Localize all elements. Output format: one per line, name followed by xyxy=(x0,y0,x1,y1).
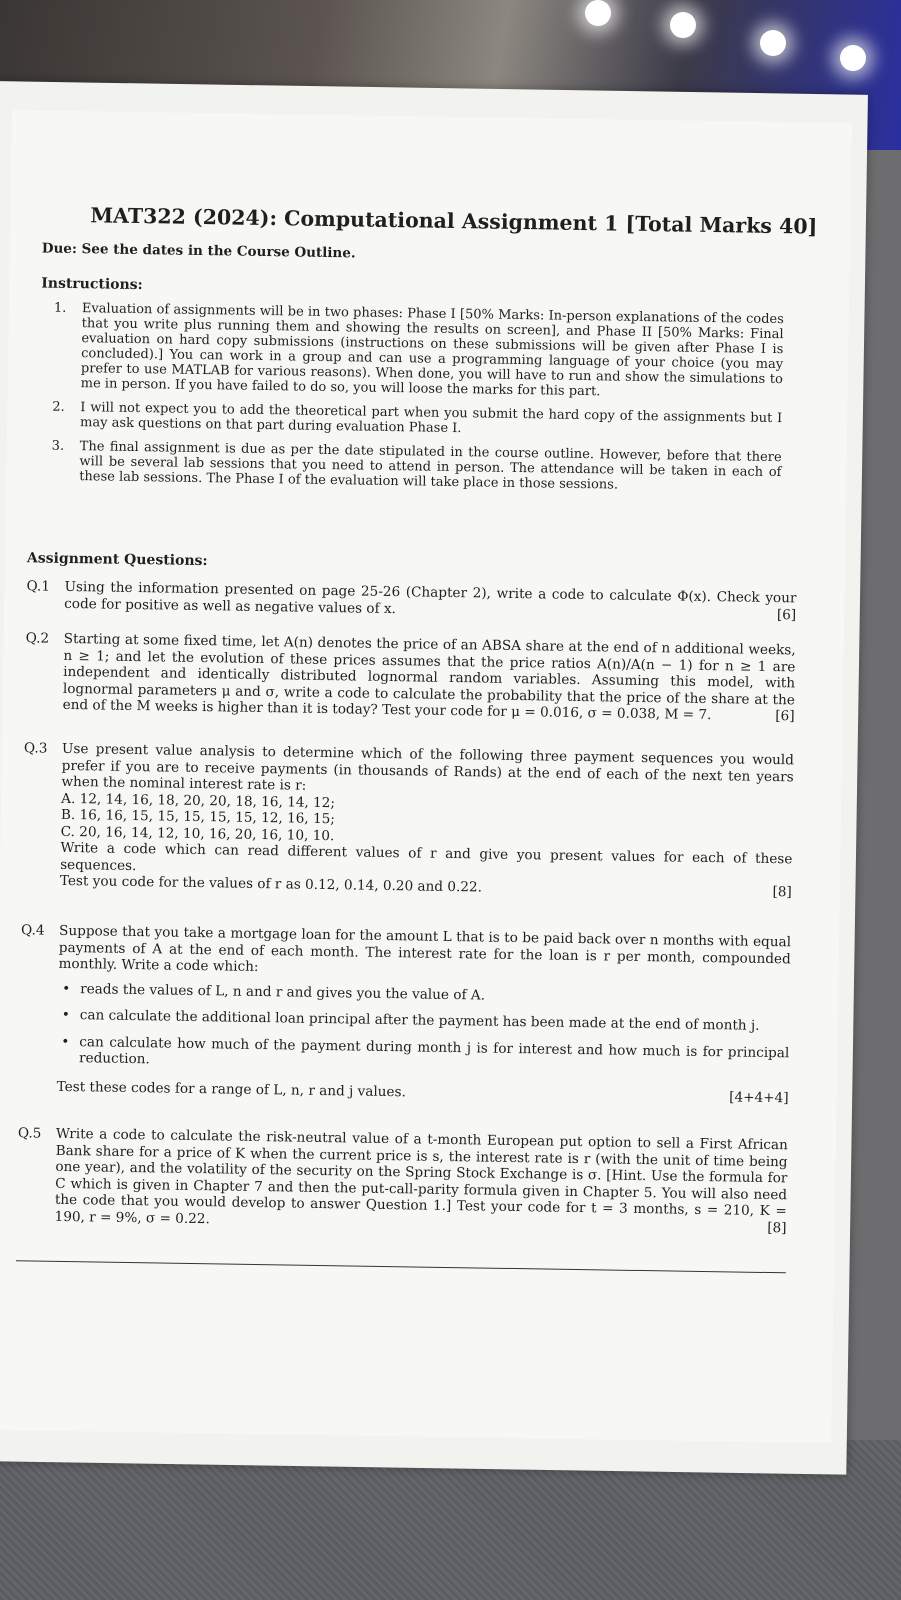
question-text: Test you code for the values of r as 0.12, 0.14, 0.20 and 0.22. xyxy=(59,872,483,896)
light-icon xyxy=(760,30,786,56)
item-number: 3. xyxy=(51,438,65,454)
assignment-sheet xyxy=(0,110,852,1443)
question-number: Q.4 xyxy=(20,922,45,939)
light-icon xyxy=(670,12,696,38)
list-item xyxy=(53,301,784,402)
question-1 xyxy=(26,578,796,623)
marks-label: [6] xyxy=(775,708,795,725)
question-3 xyxy=(22,740,794,901)
questions-heading: Assignment Questions: xyxy=(26,550,208,570)
option-values: 12, 14, 16, 18, 20, 20, 18, 16, 14, 12; xyxy=(79,790,336,811)
question-text: Write a code which can read different values of r and give you present values for each of these sequences. xyxy=(60,839,793,874)
option-label: C. xyxy=(60,823,76,840)
question-5 xyxy=(16,1125,787,1236)
list-item xyxy=(52,400,782,441)
light-icon xyxy=(585,0,611,26)
due-date: Due: See the dates in the Course Outline. xyxy=(41,240,356,262)
marks-label: [6] xyxy=(776,606,797,623)
question-text: Use present value analysis to determine which of the following three payment sequences you would prefer if you are to receive payments (in thousands of Rands) at the end of each of the next ten years when the nominal interest rate is r: xyxy=(61,740,795,794)
item-text: Evaluation of assignments will be in two phases: Phase I [50% Marks: In-person explanations of the codes that you write plus running them and showing the results on screen], and Phase II [50% Marks: Final evaluation on hard copy submissions (instructions on these submissions will be given after Phase I is concluded).] You can work in a group and can use a programming language of your choice (you may prefer to use MATLAB for various reasons). When done, you will have to run and show the simulations to me in person. If you have failed to do so, you will loose the marks for this part. xyxy=(80,301,784,400)
marks-label: [8] xyxy=(767,1219,787,1236)
question-number: Q.3 xyxy=(23,740,48,757)
question-text: Test these codes for a range of L, n, r and j values. xyxy=(56,1078,406,1100)
option-label: A. xyxy=(61,790,76,807)
item-text: The final assignment is due as per the date stipulated in the course outline. However, before that there will be several lab sessions that you need to attend in person. The attendance will be taken in each of these lab sessions. The Phase I of the evaluation will take place in those sessions. xyxy=(79,439,782,493)
marks-label: [8] xyxy=(772,884,792,901)
option-label: B. xyxy=(60,806,76,824)
item-text: I will not expect you to add the theoretical part when you submit the hard copy of the assignments but I may ask questions on that part during evaluation Phase I. xyxy=(79,400,783,437)
question-text: Starting at some fixed time, let A(n) denotes the price of an ABSA share at the end of n additional weeks, n ≥ 1; and let the evolution of these prices assumes that the price ratios A(n)/A(n − 1) for n ≥ 1 are independent and identically distributed lognormal random variables. Assuming this model, with lognormal parameters μ and σ, write a code to calculate the probability that the price of the share at the end of the M weeks is higher than it is today? Test your code for μ = 0.016, σ = 0.038, M = 7. xyxy=(62,630,796,724)
question-text: Write a code to calculate the risk-neutral value of a t-month European put option to sell a First African Bank share for a price of K when the current price is s, the interest rate is r (with the unit of time being one year), and the volatility of the security on the Spring Stock Exchange is σ. [Hint. Use the formula for C which is given in Chapter 7 and then the put-call-parity formula given in Chapter 5. You will also need the code that you would develop to answer Question 1.] Test your code for t = 3 months, s = 210, K = 190, r = 9%, σ = 0.22. xyxy=(54,1125,788,1227)
list-item xyxy=(51,439,782,495)
list-item: • can calculate the additional loan principal after the payment has been made at the end of month j. xyxy=(62,1007,790,1035)
question-2 xyxy=(25,630,796,725)
list-item: • can calculate how much of the payment during month j is for interest and how much is for principal reduction. xyxy=(61,1033,789,1077)
light-icon xyxy=(840,45,866,71)
instructions-list xyxy=(51,301,784,504)
marks-label: [4+4+4] xyxy=(729,1088,789,1106)
footer-rule xyxy=(16,1260,786,1273)
question-number: Q.2 xyxy=(25,630,50,647)
question-number: Q.1 xyxy=(26,578,51,595)
item-number: 2. xyxy=(52,399,65,415)
question-text: Suppose that you take a mortgage loan for the amount L that is to be paid back over n months with equal payments of A at the end of each month. The interest rate for the loan is r per month, compounded monthly. Write a code which: xyxy=(58,922,792,975)
item-number: 1. xyxy=(53,300,67,316)
question-text: Using the information presented on page 25-26 (Chapter 2), write a code to calculate Φ(x). Check your code for positive as well as negative values of x. xyxy=(64,578,797,617)
requirements-list xyxy=(19,980,790,1078)
instructions-heading: Instructions: xyxy=(41,275,143,294)
list-item: • reads the values of L, n and r and gives you the value of A. xyxy=(62,980,790,1008)
option-values: 20, 16, 14, 12, 10, 16, 20, 16, 10, 10. xyxy=(79,823,335,844)
page-title: MAT322 (2024): Computational Assignment 1 [Total Marks 40] xyxy=(90,203,818,239)
question-4 xyxy=(19,922,792,1106)
question-number: Q.5 xyxy=(17,1125,42,1142)
option-values: 16, 16, 15, 15, 15, 15, 15, 12, 16, 15; xyxy=(79,807,336,828)
